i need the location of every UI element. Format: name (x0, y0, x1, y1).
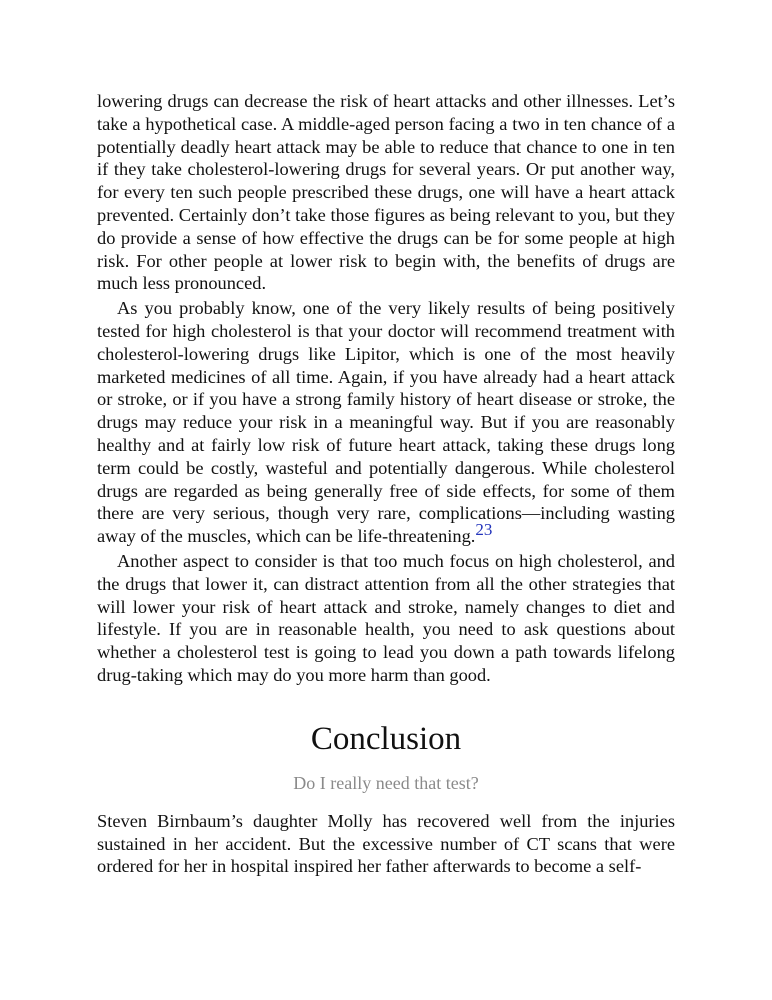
body-paragraph-3: Another aspect to consider is that too much focus on high cholesterol, and the drugs that lower it, can distract attention from all the other strategies that will lower your risk of heart attack and stroke, namely changes to diet and lifestyle. If you are in reasonable health, you need to ask questions about whether a cholesterol test is going to lead you down a path towards lifelong drug-taking which may do you more harm than good. (97, 550, 675, 685)
body-paragraph-1: lowering drugs can decrease the risk of heart attacks and other illnesses. Let’s take a hypothetical case. A middle-aged person facing a two in ten chance of a potentially deadly heart attack may be able to reduce that chance to one in ten if they take cholesterol-lowering drugs for several years. Or put another way, for every ten such people prescribed these drugs, one will have a heart attack prevented. Certainly don’t take those figures as being relevant to you, but they do provide a sense of how effective the drugs can be for some people at high risk. For other people at lower risk to begin with, the benefits of drugs are much less pronounced. (97, 91, 675, 294)
body-paragraph-2-text: As you probably know, one of the very likely results of being positively tested for high cholesterol is that your doctor will recommend treatment with cholesterol-lowering drugs like Lipitor, which is one of the most heavily marketed medicines of all time. Again, if you have already had a heart attack or stroke, or if you have a strong family history of heart disease or stroke, the drugs may reduce your risk in a meaningful way. But if you are reasonably healthy and at fairly low risk of future heart attack, taking these drugs long term could be costly, wasteful and potentially dangerous. While cholesterol drugs are regarded as being generally free of side effects, for some of them there are very serious, though very rare, complications—including wasting away of the muscles, which can be life-threatening. (97, 298, 675, 547)
chapter-subtitle: Do I really need that test? (293, 772, 479, 793)
footnote-link[interactable]: 23 (475, 520, 493, 540)
book-page (97, 90, 675, 878)
body-paragraph-2 (97, 297, 675, 548)
chapter-title: Conclusion (310, 720, 462, 757)
chapter-paragraph-1: Steven Birnbaum’s daughter Molly has recovered well from the injuries sustained in her accident. But the excessive number of CT scans that were ordered for her in hospital inspired her father afterwards to become a self- (97, 810, 675, 877)
